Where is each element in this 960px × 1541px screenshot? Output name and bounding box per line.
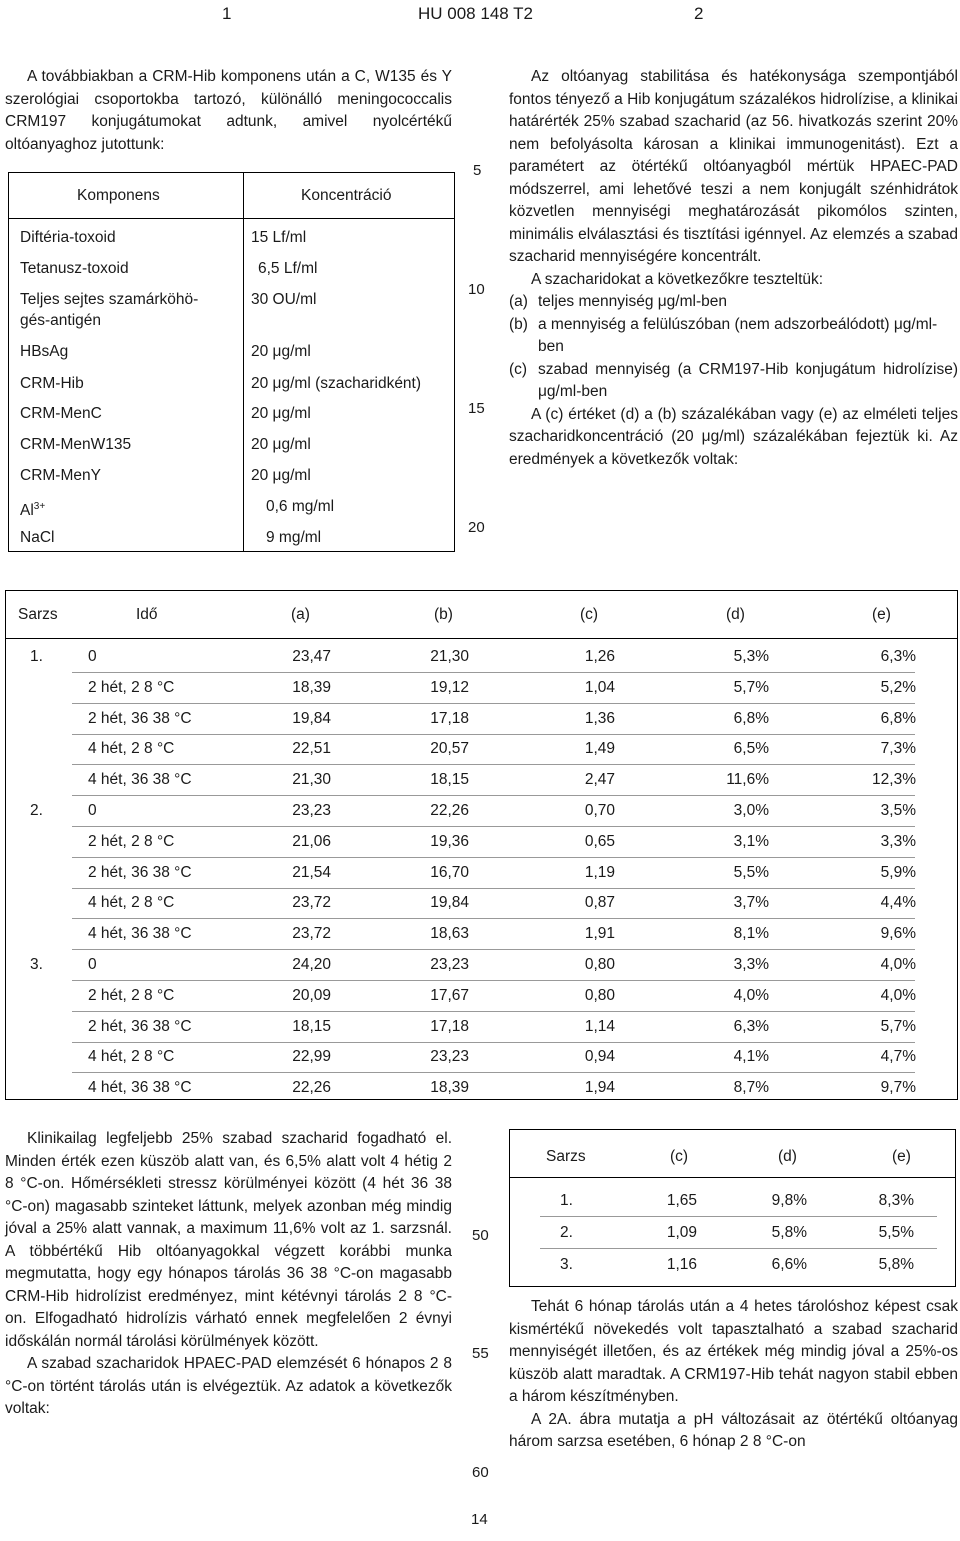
table-row xyxy=(6,642,959,673)
cell-a: 21,30 xyxy=(292,771,331,789)
cell-time: 4 hét, 36 38 °C xyxy=(88,771,192,789)
list-item: (c) szabad mennyiség (a CRM197-Hib konjugátum hidrolízise) μg/ml-ben xyxy=(509,360,958,400)
line-number: 15 xyxy=(468,400,485,417)
cell-a: 23,72 xyxy=(292,925,331,943)
cell-a: 23,47 xyxy=(292,648,331,665)
cell-a: 18,15 xyxy=(292,1017,331,1035)
cell-c: 0,70 xyxy=(584,802,615,819)
cell-time: 4 hét, 2 8 °C xyxy=(88,740,175,758)
table-row xyxy=(6,950,959,981)
cell-b: 17,67 xyxy=(430,986,469,1004)
cell-c: 0,94 xyxy=(584,1048,615,1066)
list-item: (a) teljes mennyiség μg/ml-ben xyxy=(509,293,727,310)
footer-page-number: 14 xyxy=(471,1511,488,1528)
line-number: 50 xyxy=(472,1227,489,1244)
table-row: 3. 1,16 6,6% 5,8% xyxy=(560,1256,914,1273)
cell-b: 19,12 xyxy=(430,678,469,696)
right-page-number: 2 xyxy=(694,4,704,23)
table-row xyxy=(6,1073,959,1104)
figure-paragraph: A 2A. ábra mutatja a pH változásait az ötértékű oltóanyag három sarzsa esetében, 6 hónap 2 8 °C-on xyxy=(509,1410,958,1450)
right-column-text xyxy=(509,66,958,471)
six-month-table xyxy=(509,1129,956,1287)
cell-e: 3,3% xyxy=(880,832,916,850)
cell-b: 17,18 xyxy=(430,1017,469,1035)
results-table xyxy=(5,590,958,1100)
line-number: 55 xyxy=(472,1345,489,1362)
cell-b: 19,84 xyxy=(430,894,469,912)
cell-time: 2 hét, 36 38 °C xyxy=(88,863,192,881)
line-number: 10 xyxy=(468,281,485,298)
document-id: HU 008 148 T2 xyxy=(418,4,533,23)
cell-e: 5,9% xyxy=(880,863,916,881)
cell-c: 1,94 xyxy=(584,1079,615,1097)
cell-time: 2 hét, 2 8 °C xyxy=(88,678,175,696)
cell-batch: 1. xyxy=(30,648,43,665)
cell-a: 24,20 xyxy=(292,956,331,973)
bottom-left-text xyxy=(5,1128,452,1421)
cell-c: 1,91 xyxy=(584,925,615,943)
concentration-header: Koncentráció xyxy=(301,187,392,204)
cell-d: 6,3% xyxy=(733,1017,769,1035)
cell-c: 2,47 xyxy=(584,771,615,789)
cell-c: 0,87 xyxy=(584,894,615,912)
cell-b: 23,23 xyxy=(430,956,469,973)
col-c-header: (c) xyxy=(580,606,599,623)
cell-d: 6,5% xyxy=(733,740,769,758)
cell-d: 3,0% xyxy=(733,802,769,819)
col-d-header: (d) xyxy=(726,606,745,623)
table-row xyxy=(6,827,959,858)
component-table: Komponens Koncentráció Diftéria-toxoid 15 Lf/ml Tetanusz-toxoid 6,5 Lf/ml Teljes sejtes szamárköhö-gés-antigén 30 OU/ml HBsAg 20 μg/ml CRM-Hib 20 μg/ml (szacharidként) CRM-MenC 20 μg/ml CRM-MenW135 20 μg/ml CRM-MenY 20 μg/ml $Al^{3+}$ 0,6 mg/ml NaCl 9 mg/ml xyxy=(8,172,455,552)
cell-d: 8,1% xyxy=(733,925,769,943)
cell-b: 18,39 xyxy=(430,1079,469,1097)
table-row xyxy=(6,1042,959,1073)
cell-a: 22,26 xyxy=(292,1079,331,1097)
line-number: 20 xyxy=(468,519,485,536)
cell-time: 4 hét, 36 38 °C xyxy=(88,1079,192,1097)
cell-time: 4 hét, 2 8 °C xyxy=(88,1048,175,1066)
batch-header: Sarzs xyxy=(18,606,58,623)
cell-batch: 2. xyxy=(30,802,43,819)
cell-time: 2 hét, 2 8 °C xyxy=(88,832,175,850)
cell-a: 19,84 xyxy=(292,709,331,727)
cell-time: 0 xyxy=(88,802,97,819)
cell-e: 7,3% xyxy=(880,740,916,758)
cell-a: 18,39 xyxy=(292,678,331,696)
cell-b: 16,70 xyxy=(430,863,469,881)
cell-b: 18,15 xyxy=(430,771,469,789)
cell-c: 1,04 xyxy=(584,678,615,696)
cell-a: 23,72 xyxy=(292,894,331,912)
cell-c: 1,26 xyxy=(584,648,615,665)
batch-header: Sarzs xyxy=(546,1148,586,1165)
cell-a: 21,54 xyxy=(292,863,331,881)
cell-a: 20,09 xyxy=(292,986,331,1004)
cell-e: 6,8% xyxy=(880,709,916,727)
cell-a: 23,23 xyxy=(292,802,331,819)
conclusion-paragraph: Tehát 6 hónap tárolás után a 4 hetes tárolóshoz képest csak kismértékű növekedés volt tapasztalható a szabad szacharid mennyiségét illetően, és az értékek még mindig jóval a 25%-os küszöb alatt maradtak. A CRM197-Hib tehát nagyon stabil ebben a három készítményben. xyxy=(509,1298,958,1405)
cell-d: 4,0% xyxy=(733,986,769,1004)
table-row: 2. 1,09 5,8% 5,5% xyxy=(510,1218,957,1249)
line-number: 60 xyxy=(472,1464,489,1481)
list-item: (b) a mennyiség a felülúszóban (nem adszorbeálódott) μg/ml-ben xyxy=(509,315,938,355)
cell-a: 22,99 xyxy=(292,1048,331,1066)
cell-e: 4,7% xyxy=(880,1048,916,1066)
col-d-header: (d) xyxy=(778,1148,797,1165)
cell-b: 23,23 xyxy=(430,1048,469,1066)
cell-c: 0,65 xyxy=(584,832,615,850)
cell-d: 3,7% xyxy=(733,894,769,912)
line-number: 5 xyxy=(473,162,482,179)
table-row xyxy=(6,1012,959,1043)
cell-c: 1,14 xyxy=(584,1017,615,1035)
cell-d: 6,8% xyxy=(733,709,769,727)
cell-d: 8,7% xyxy=(733,1079,769,1097)
col-e-header: (e) xyxy=(872,606,891,623)
cell-c: 1,49 xyxy=(584,740,615,758)
cell-e: 9,7% xyxy=(880,1079,916,1097)
cell-d: 5,5% xyxy=(733,863,769,881)
tested-intro: A szacharidokat a következőkre teszteltük: xyxy=(531,270,824,288)
cell-d: 3,3% xyxy=(733,956,769,973)
cell-e: 12,3% xyxy=(872,771,916,789)
col-b-header: (b) xyxy=(434,606,453,623)
time-header: Idő xyxy=(136,606,158,623)
table-row xyxy=(6,765,959,796)
cell-a: 22,51 xyxy=(292,740,331,758)
table-row xyxy=(6,673,959,704)
component-header: Komponens xyxy=(77,187,160,204)
table-row xyxy=(6,981,959,1012)
stability-paragraph: Az oltóanyag stabilitása és hatékonysága szempontjából fontos tényező a Hib konjugátum százalékos hidrolízise, a klinikai határérték 25% szabad szacharid (az 56. hivatkozás szerint 20% nem befolyásolta károsan a klinikai immunogenitást). Ezt a paramétert az ötértékű oltóanyagból mértük HPAEC-PAD módszerrel, ami lehetővé teszi a nem konjugált szénhidrátok közvetlen mennyiségi meghatározását pikomólos szinten, minimális elválasztási és tisztítási igénnyel. Az elemzés a szabad szacharid mennyiségére koncentrált. xyxy=(509,68,958,265)
cell-batch: 3. xyxy=(30,956,43,973)
cell-a: 21,06 xyxy=(292,832,331,850)
cell-e: 4,0% xyxy=(880,986,916,1004)
cell-d: 5,3% xyxy=(733,648,769,665)
cell-e: 5,7% xyxy=(880,1017,916,1035)
cell-time: 2 hét, 2 8 °C xyxy=(88,986,175,1004)
cell-d: 5,7% xyxy=(733,678,769,696)
cell-time: 4 hét, 2 8 °C xyxy=(88,894,175,912)
cell-e: 6,3% xyxy=(880,648,916,665)
cell-b: 17,18 xyxy=(430,709,469,727)
cell-e: 5,2% xyxy=(880,678,916,696)
cell-d: 11,6% xyxy=(726,771,769,789)
cell-c: 0,80 xyxy=(584,986,615,1004)
table-row xyxy=(6,734,959,765)
col-e-header: (e) xyxy=(892,1148,911,1165)
cell-e: 4,4% xyxy=(880,894,916,912)
cell-e: 9,6% xyxy=(880,925,916,943)
results-intro: A (c) értéket (d) a (b) százalékában vagy (e) az elméleti teljes szacharidkoncentráció (20 μg/ml) százalékában fejeztük ki. Az eredmények a következők voltak: xyxy=(509,405,958,468)
col-c-header: (c) xyxy=(670,1148,689,1165)
cell-time: 2 hét, 36 38 °C xyxy=(88,709,192,727)
cell-d: 3,1% xyxy=(733,832,769,850)
hpaec-paragraph: A szabad szacharidok HPAEC-PAD elemzését 6 hónapos 2 8 °C-on történt tárolás után is elvégeztük. Az adatok a következők voltak: xyxy=(5,1355,452,1417)
table-row xyxy=(6,858,959,889)
cell-c: 0,80 xyxy=(584,956,615,973)
cell-b: 19,36 xyxy=(430,832,469,850)
cell-time: 0 xyxy=(88,956,97,973)
cell-b: 18,63 xyxy=(430,925,469,943)
cell-b: 22,26 xyxy=(430,802,469,819)
table-row xyxy=(6,704,959,735)
cell-d: 4,1% xyxy=(733,1048,769,1066)
cell-time: 4 hét, 36 38 °C xyxy=(88,925,192,943)
table-row: 1. 1,65 9,8% 8,3% xyxy=(510,1186,957,1217)
bottom-right-text xyxy=(509,1296,958,1454)
cell-c: 1,19 xyxy=(584,863,615,881)
cell-b: 20,57 xyxy=(430,740,469,758)
intro-paragraph: A továbbiakban a CRM-Hib komponens után a C, W135 és Y szerológiai csoportokba tartozó, különálló meningococcalis CRM197 konjugátumokat adtunk, amivel nyolcértékű oltóanyaghoz jutottunk: xyxy=(5,68,452,153)
table-row xyxy=(6,796,959,827)
tested-list xyxy=(509,291,958,404)
cell-time: 2 hét, 36 38 °C xyxy=(88,1017,192,1035)
left-page-number: 1 xyxy=(222,4,232,23)
cell-e: 3,5% xyxy=(880,802,916,819)
col-a-header: (a) xyxy=(291,606,310,623)
table-row xyxy=(6,888,959,919)
cell-b: 21,30 xyxy=(430,648,469,665)
clinical-paragraph: Klinikailag legfeljebb 25% szabad szacharid fogadható el. Minden érték ezen küszöb alatt van, és 6,5% alatt volt 4 hétig 2 8 °C-on. Hőmérsékleti stressz körülményei között (4 hét 36 38 °C-on) magasabb szinteket láttunk, melyek azonban még mindig jóval a 25% alatt vannak, a maximum 11,6% volt az 1. sarzsnál. A többértékű Hib oltóanyagokkal végzett korábbi munka megmutatta, hogy egy hónapos tárolás 36 38 °C-on magasabb CRM-Hib hidrolízist eredményez, mint kétévnyi tárolás 2 8 °C-on. Elfogadható hidrolízis várható ennek megfelelően 2 évnyi időskálán normál tárolási körülmények között. xyxy=(5,1130,452,1350)
cell-c: 1,36 xyxy=(584,709,615,727)
cell-e: 4,0% xyxy=(880,956,916,973)
cell-time: 0 xyxy=(88,648,97,665)
table-row xyxy=(6,919,959,950)
